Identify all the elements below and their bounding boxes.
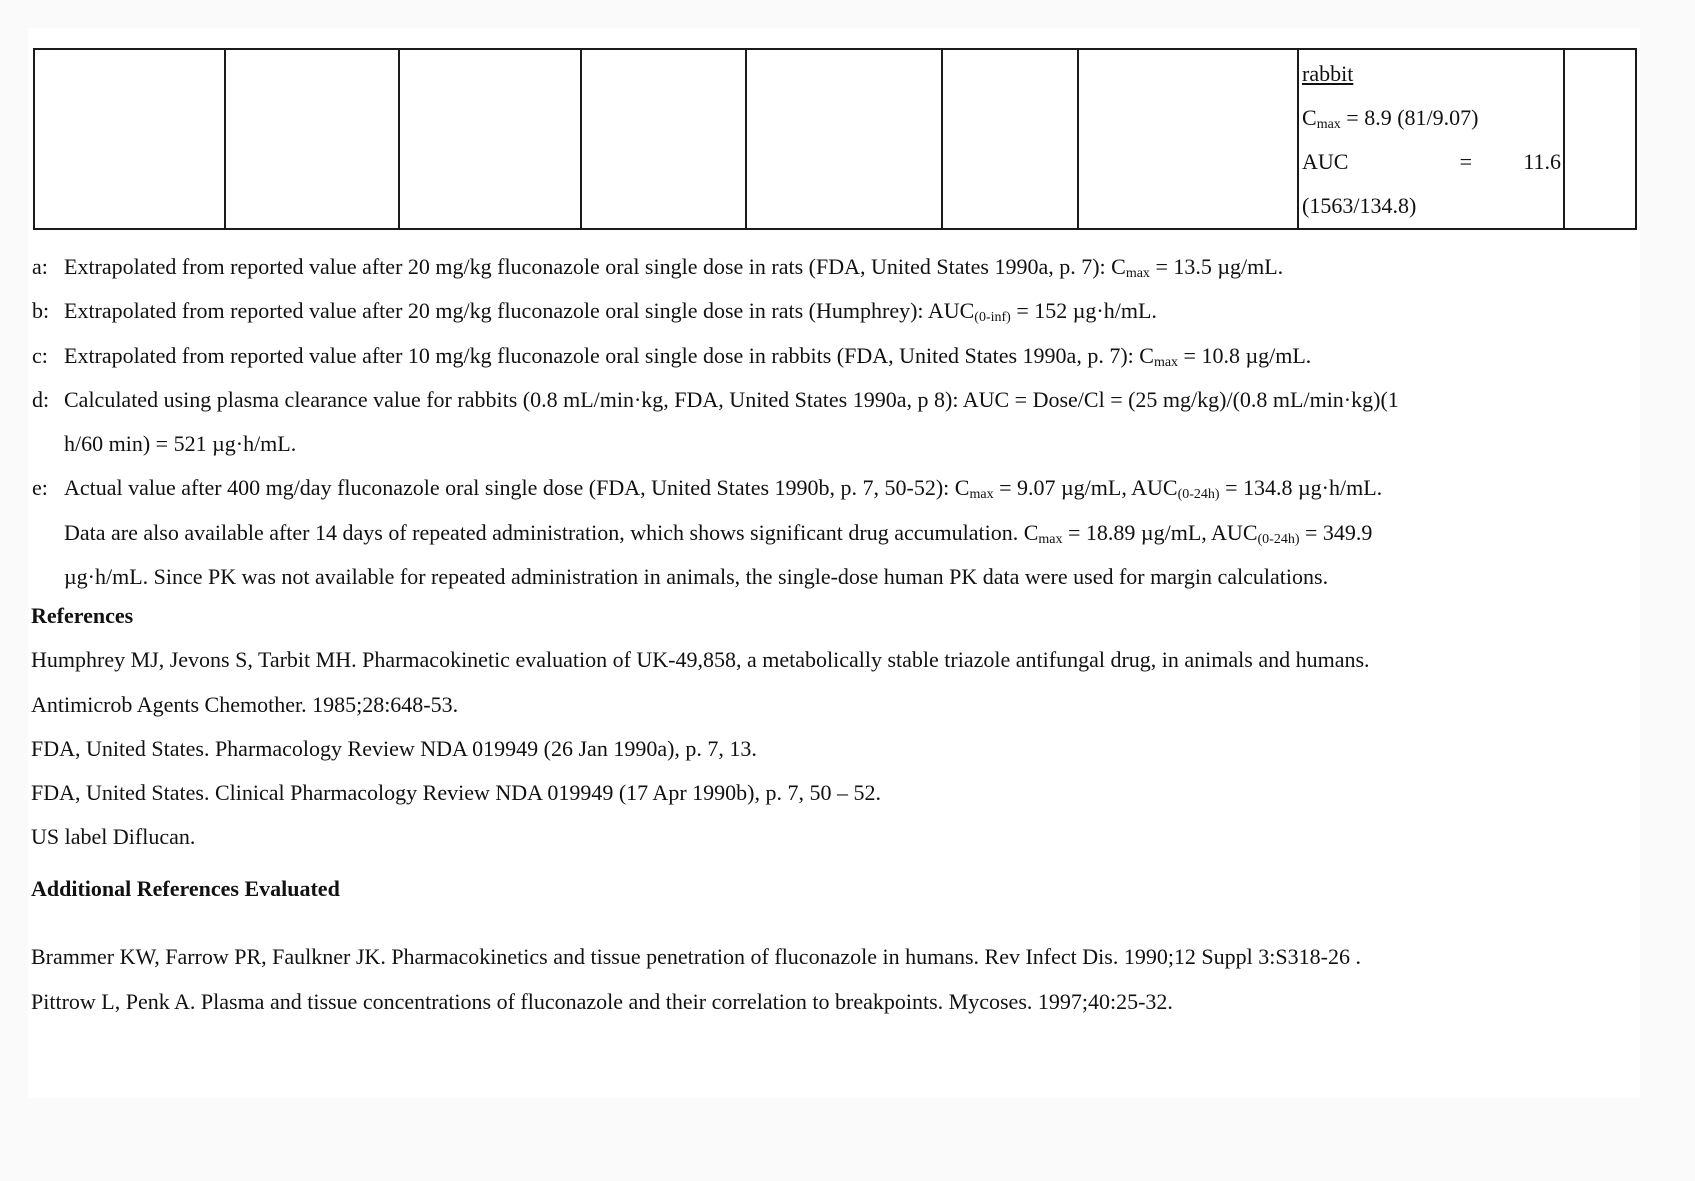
additional-references-section <box>31 867 1636 1024</box>
table-cell-empty <box>1078 49 1298 229</box>
table-cell-empty <box>746 49 942 229</box>
footnote-e: e: Actual value after 400 mg/day fluconazole oral single dose (FDA, United States 1990b, p. 7, 50-52): $C_{max} = 9.07$ µg/mL, $AUC_{(0-24h)} = 134.8$ µg·h/mL. <box>32 475 1383 503</box>
additional-references-heading: Additional References Evaluated <box>31 876 340 901</box>
auc-line: AUC = 11.6 <box>1302 149 1561 174</box>
references-section <box>31 594 1636 860</box>
table-cell-empty <box>34 49 225 229</box>
reference-item: US label Diflucan. <box>31 824 196 850</box>
table-cell-rabbit-margins <box>1298 49 1564 229</box>
reference-item: Brammer KW, Farrow PR, Faulkner JK. Pharmacokinetics and tissue penetration of fluconazole in humans. Rev Infect Dis. 1990;12 Suppl 3:S318-26 . <box>31 944 1361 970</box>
reference-item: FDA, United States. Clinical Pharmacology Review NDA 019949 (17 Apr 1990b), p. 7, 50 – 52. <box>31 780 881 806</box>
table-cell-empty <box>581 49 746 229</box>
footnotes <box>32 245 1637 599</box>
data-table-fragment <box>33 48 1637 230</box>
table-cell-empty <box>225 49 399 229</box>
reference-item: FDA, United States. Pharmacology Review NDA 019949 (26 Jan 1990a), p. 7, 13. <box>31 735 757 761</box>
table-row <box>34 49 1636 229</box>
document-page <box>28 28 1640 1098</box>
table-cell-empty <box>399 49 581 229</box>
table-cell-empty <box>1564 49 1636 229</box>
footnote-e-line3: µg·h/mL. Since PK was not available for repeated administration in animals, the single-dose human PK data were used for margin calculations. <box>64 564 1329 590</box>
footnote-d-continued: h/60 min) = 521 µg·h/mL. <box>64 431 297 457</box>
footnote-c: c: Extrapolated from reported value after 10 mg/kg fluconazole oral single dose in rabbits (FDA, United States 1990a, p. 7): $C_{max} = 10.8$ µg/mL. <box>32 342 1312 370</box>
references-heading: References <box>31 603 134 628</box>
reference-item: Humphrey MJ, Jevons S, Tarbit MH. Pharmacokinetic evaluation of UK-49,858, a metabolically stable triazole antifungal drug, in animals and humans. <box>31 647 1370 673</box>
cmax-line: $C_{max} = 8.9$ (81/9.07) <box>1302 105 1479 132</box>
footnote-e-line2: Data are also available after 14 days of repeated administration, which shows significant drug accumulation. $C_{max} = 18.89$ µg/mL, $AUC_{(0-24h)} = 349.9$ <box>64 519 1373 547</box>
table-cell-empty <box>942 49 1078 229</box>
reference-item: Antimicrob Agents Chemother. 1985;28:648-53. <box>31 691 459 717</box>
reference-item: Pittrow L, Penk A. Plasma and tissue concentrations of fluconazole and their correlation to breakpoints. Mycoses. 1997;40:25-32. <box>31 988 1173 1014</box>
footnote-b: b: Extrapolated from reported value after 20 mg/kg fluconazole oral single dose in rats (Humphrey): $AUC_{(0-inf)} = 152$ µg·h/mL. <box>32 298 1157 326</box>
footnote-a: a: Extrapolated from reported value after 20 mg/kg fluconazole oral single dose in rats (FDA, United States 1990a, p. 7): $C_{max} = 13.5$ µg/mL. <box>32 254 1284 281</box>
auc-ratio: (1563/134.8) <box>1302 193 1417 218</box>
footnote-d: d: Calculated using plasma clearance value for rabbits (0.8 mL/min·kg, FDA, United States 1990a, p 8): AUC = Dose/Cl = (25 mg/kg)/(0.8 mL/min·kg)(1 <box>32 386 1399 412</box>
species-label: rabbit <box>1302 61 1354 86</box>
